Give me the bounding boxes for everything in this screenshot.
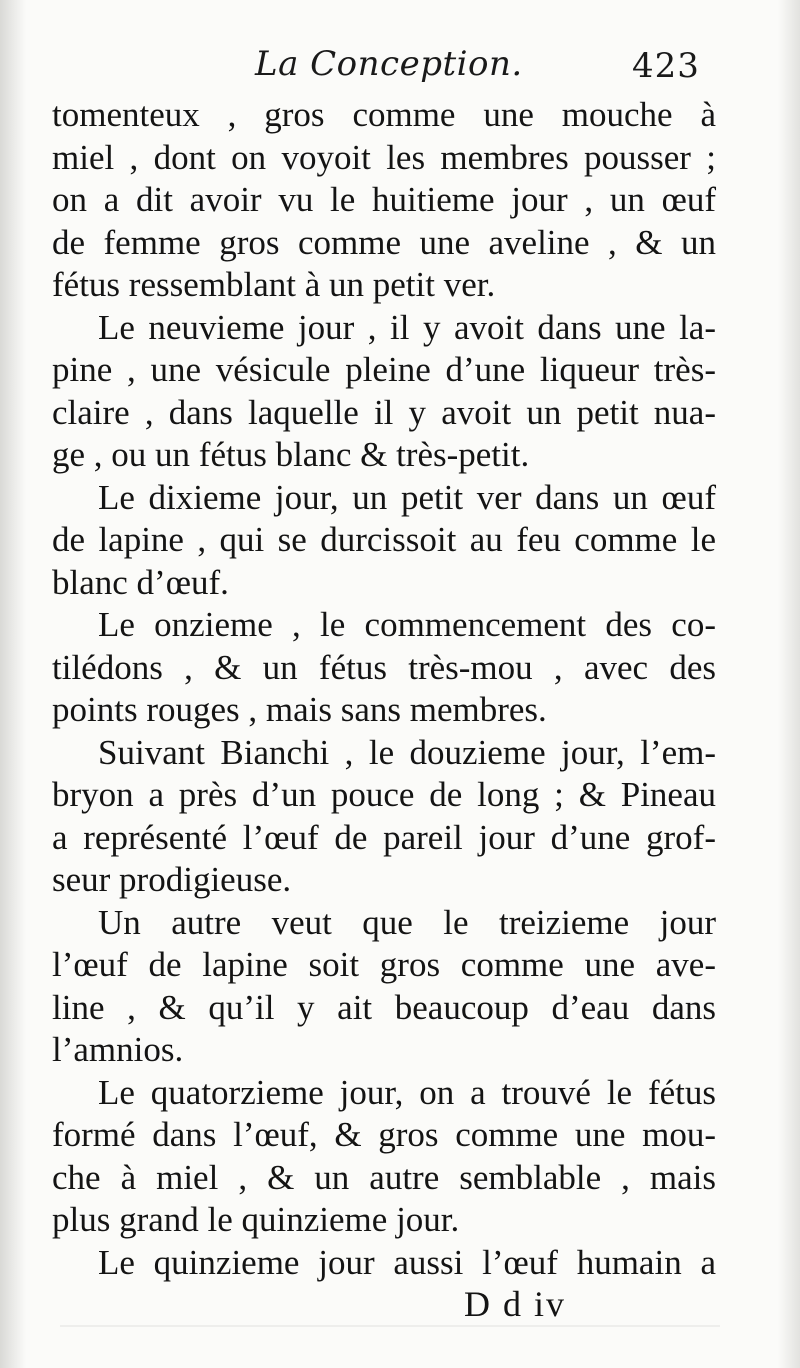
text-line: l’amnios. [52, 1030, 184, 1069]
text-line: plus grand le quinzieme jour. [52, 1200, 460, 1239]
text-line: Le dixieme jour, un petit ver dans un œuf [98, 477, 716, 517]
text-line: de femme gros comme une aveline , & un [52, 222, 716, 262]
text-line: Suivant Bianchi , le douzieme jour, l’em- [98, 732, 716, 772]
text-line: claire , dans laquelle il y avoit un petit nua- [52, 392, 716, 432]
text-line: formé dans l’œuf, & gros comme une mou- [52, 1115, 716, 1154]
text-line: points rouges , mais sans membres. [52, 690, 547, 729]
text-line: Le neuvieme jour , il y avoit dans une la- [98, 307, 716, 347]
text-line: tilédons , & un fétus très-mou , avec des [52, 647, 716, 687]
text-line: fétus ressemblant à un petit ver. [52, 265, 496, 304]
text-line: che à miel , & un autre semblable , mais [52, 1157, 716, 1197]
text-line: de lapine , qui se durcissoit au feu comme le [52, 520, 716, 559]
text-line: l’œuf de lapine soit gros comme une ave- [52, 945, 716, 984]
text-line: tomenteux , gros comme une mouche à [52, 95, 716, 134]
page-header [0, 38, 800, 94]
show-through-shadow [60, 1325, 720, 1327]
text-line: Le onzieme , le commencement des co- [98, 605, 716, 644]
text-line: Le quatorzieme jour, on a trouvé le fétus [98, 1072, 716, 1112]
text-line: pine , une vésicule pleine d’une liqueur très- [52, 350, 716, 389]
text-line: blanc d’œuf. [52, 562, 229, 602]
signature-mark: D d iv [464, 1284, 566, 1324]
text-line: ge , ou un fétus blanc & très-petit. [52, 435, 530, 474]
text-line: Un autre veut que le treizieme jour [98, 902, 716, 942]
text-line: on a dit avoir vu le huitieme jour , un œuf [52, 180, 716, 219]
body-text [52, 94, 716, 1284]
text-line: a représenté l’œuf de pareil jour d’une grof- [52, 817, 716, 857]
running-title: La Conception. [255, 44, 523, 84]
text-line: seur prodigieuse. [52, 860, 292, 899]
page-number: 423 [632, 46, 700, 86]
text-line: Le quinzieme jour aussi l’œuf humain a [98, 1242, 716, 1282]
text-line: line , & qu’il y ait beaucoup d’eau dans [52, 987, 716, 1027]
text-line: miel , dont on voyoit les membres pousser ; [52, 137, 716, 177]
text-line: bryon a près d’un pouce de long ; & Pineau [52, 775, 716, 814]
